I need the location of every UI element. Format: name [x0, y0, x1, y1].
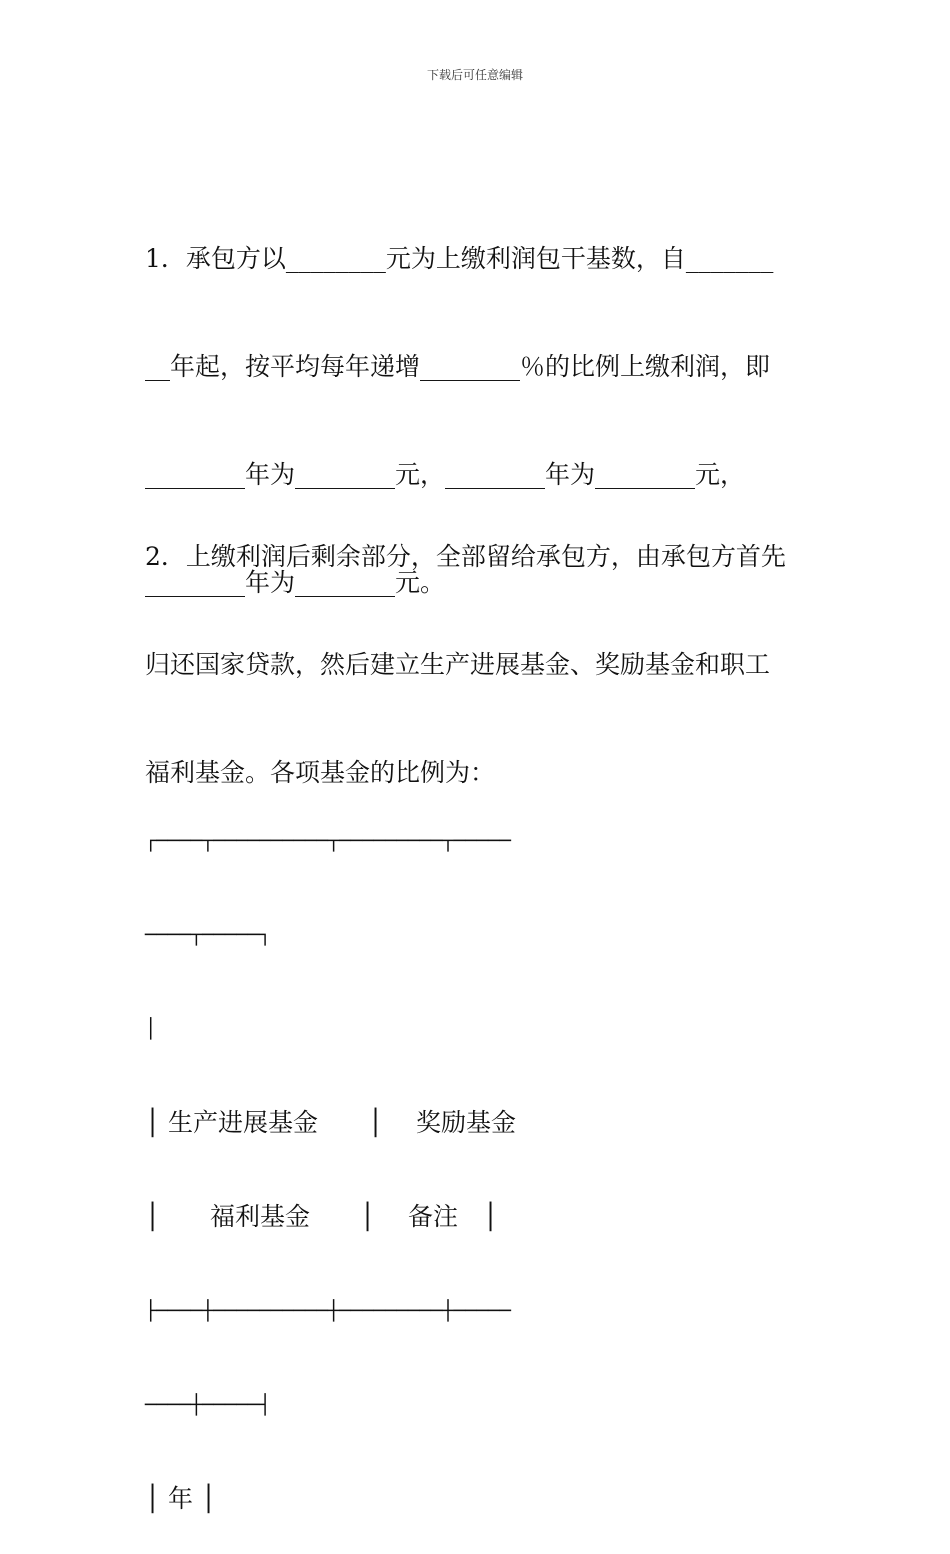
clause-1-line: __年起，按平均每年递增________％的比例上缴利润，即	[145, 352, 771, 381]
table-header-row: │ 福利基金 │ 备注 │	[145, 1202, 499, 1231]
table-line: ────┼─────┤	[145, 1394, 271, 1416]
table-header-row: │ 生产进展基金 │ 奖励基金	[145, 1108, 516, 1137]
clause-2-line: 归还国家贷款，然后建立生产进展基金、奖励基金和职工	[145, 650, 771, 679]
table-line: ├────┼──────────┼─────────┼─────	[145, 1300, 512, 1322]
table-line: ────┬─────┐	[145, 924, 271, 946]
table-row-year: │ 年 │	[145, 1484, 216, 1513]
table-line: ┌────┬──────────┬─────────┬─────	[145, 830, 512, 852]
clause-1-line: 1．承包方以________元为上缴利润包干基数，自_______	[145, 244, 774, 273]
page-header: 下载后可任意编辑	[426, 68, 523, 82]
clause-2-line: 2．上缴利润后剩余部分，全部留给承包方，由承包方首先	[145, 542, 786, 571]
clause-1-line: ________年为________元，________年为________元，	[145, 460, 746, 489]
clause-1-line: ________年为________元。	[145, 568, 446, 597]
table-line: │	[145, 1018, 157, 1040]
clause-2-line: 福利基金。各项基金的比例为：	[145, 758, 496, 787]
fund-ratio-table	[145, 780, 516, 1554]
